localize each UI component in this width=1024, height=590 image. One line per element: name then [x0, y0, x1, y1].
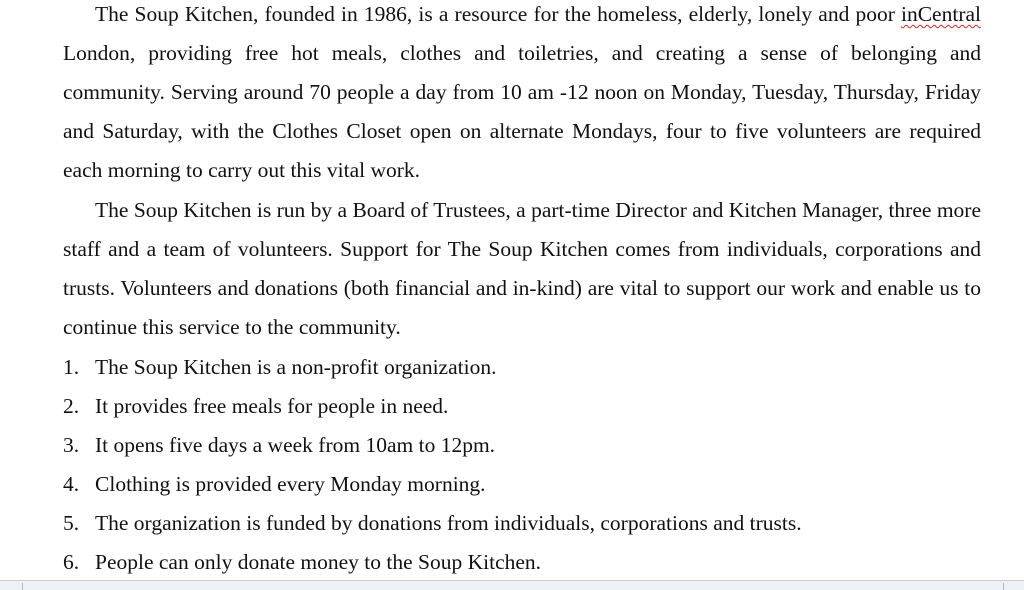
paragraph-soup-kitchen-intro — [63, 0, 981, 190]
statement-list — [63, 348, 993, 582]
paragraph-text: London, providing free hot meals, clothes and toiletries, and creating a sense of belonging and community. Serving around 70 people a day from 10 am -12 noon on Monday, Tuesday, Thursday, Friday and Saturday, with the Clothes Closet open on alternate Mondays, four to five volunteers are required each morning to carry out this vital work. — [63, 41, 981, 182]
list-item-text: Clothing is provided every Monday morning. — [95, 472, 486, 496]
list-item-text: The Soup Kitchen is a non-profit organization. — [95, 355, 497, 379]
list-number: 1. — [63, 355, 80, 379]
list-number: 2. — [63, 394, 80, 418]
list-item — [63, 348, 993, 387]
list-number: 4. — [63, 472, 80, 496]
list-number: 3. — [63, 433, 80, 457]
list-item — [63, 504, 993, 543]
list-item-text: It provides free meals for people in need. — [95, 394, 449, 418]
paragraph-text: The Soup Kitchen, founded in 1986, is a resource for the homeless, elderly, lonely and poor — [95, 2, 901, 26]
list-item-text: It opens five days a week from 10am to 12pm. — [95, 433, 496, 457]
list-item-text: People can only donate money to the Soup Kitchen. — [95, 550, 542, 574]
list-item — [63, 465, 993, 504]
list-item — [63, 387, 993, 426]
list-number: 6. — [63, 550, 80, 574]
paragraph-text: The Soup Kitchen is run by a Board of Trustees, a part-time Director and Kitchen Manager, three more staff and a team of volunteers. Support for The Soup Kitchen comes from individuals, corporations and trusts. Volunteers and donations (both financial and in-kind) are vital to support our work and enable us to continue this service to the community. — [63, 198, 981, 339]
list-item — [63, 426, 993, 465]
horizontal-scrollbar[interactable] — [0, 580, 1024, 590]
list-item-text: The organization is funded by donations from individuals, corporations and trusts. — [95, 511, 802, 535]
scrollbar-track[interactable] — [22, 583, 1004, 590]
list-item — [63, 543, 993, 582]
paragraph-soup-kitchen-support — [63, 191, 981, 347]
spelling-error-word[interactable]: inCentral — [900, 2, 981, 26]
list-number: 5. — [63, 511, 80, 535]
